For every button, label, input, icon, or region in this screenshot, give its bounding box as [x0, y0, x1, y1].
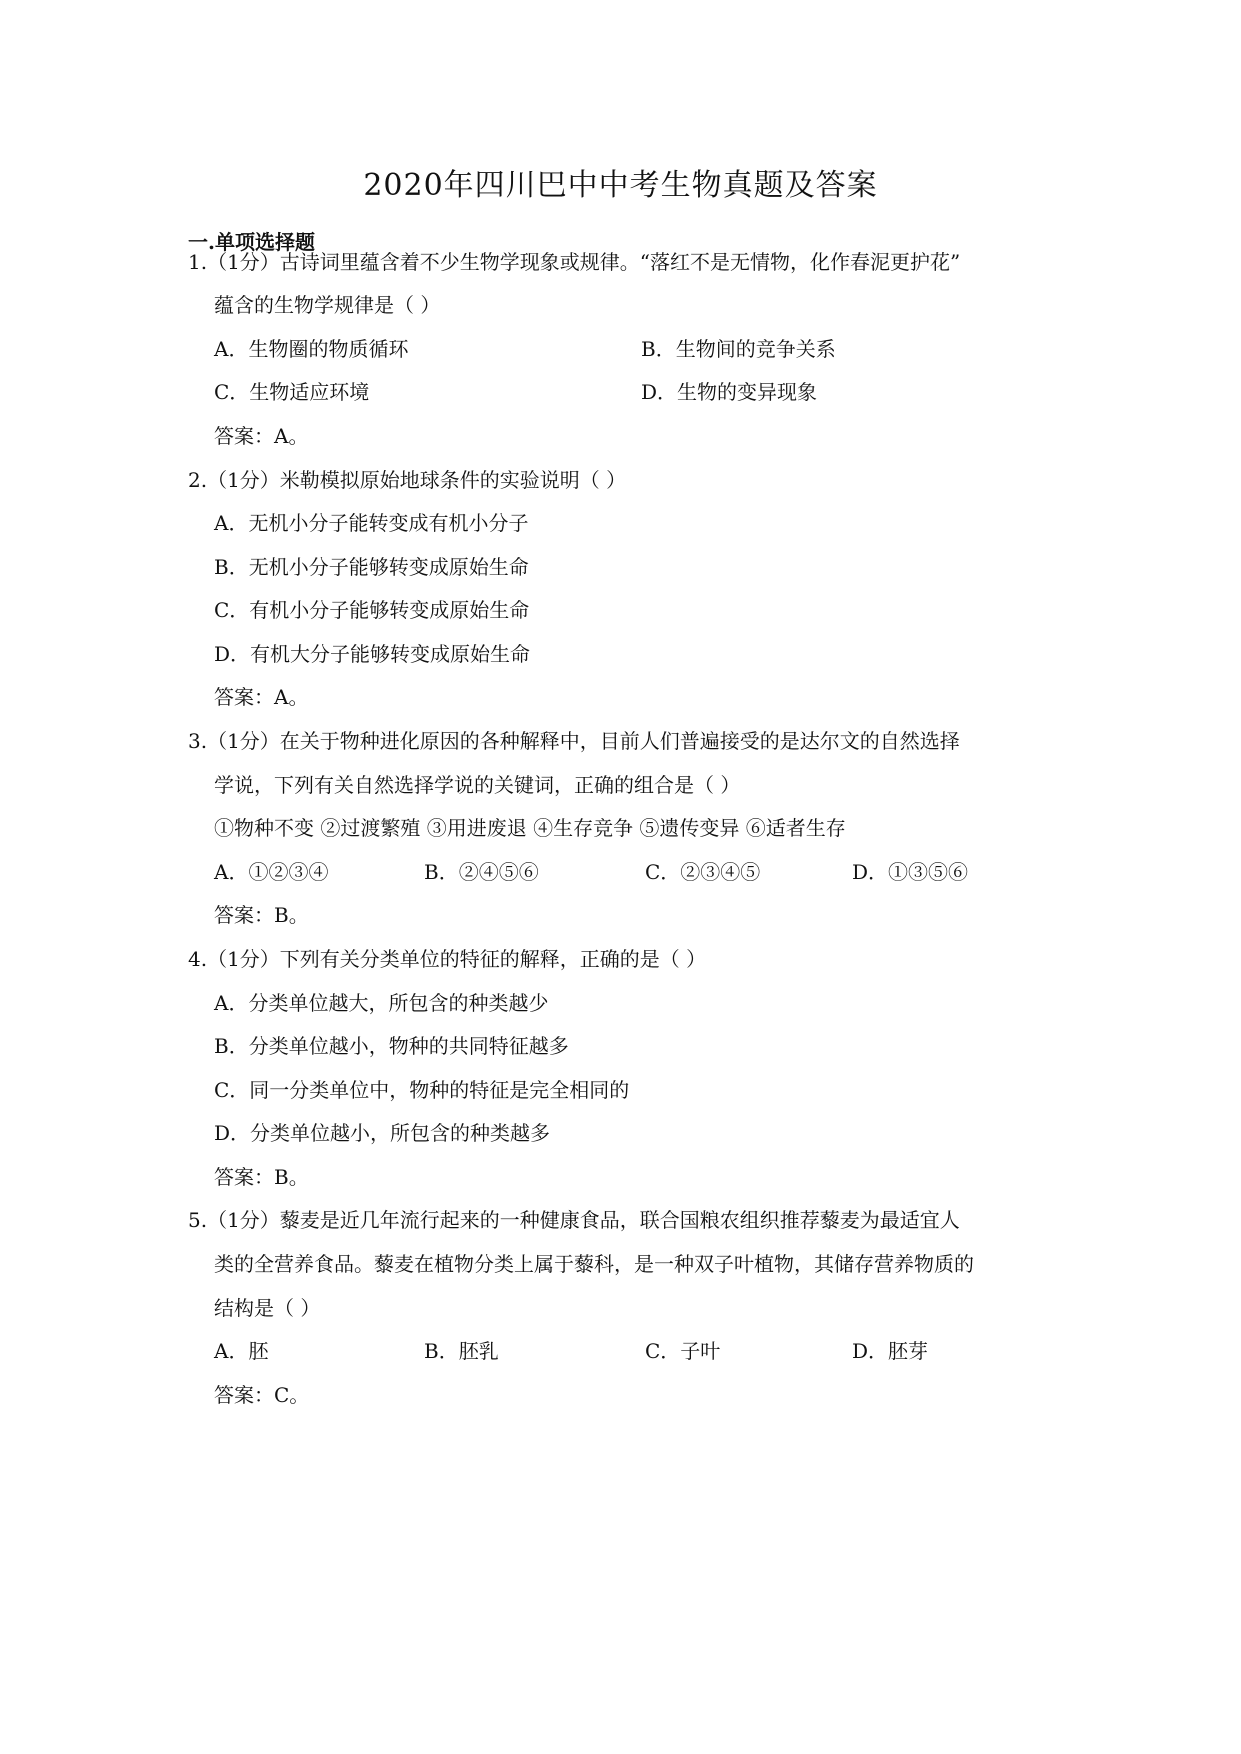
question-4-line-1: 4.（1分）下列有关分类单位的特征的解释，正确的是（ ） — [188, 947, 707, 971]
question-3-option-b: B．②④⑤⑥ — [424, 860, 539, 884]
question-5-option-d: D．胚芽 — [852, 1339, 929, 1363]
question-1-option-c: C．生物适应环境 — [214, 380, 370, 404]
question-3-answer: 答案：B。 — [214, 903, 309, 927]
question-5-line-2: 类的全营养食品。藜麦在植物分类上属于藜科，是一种双子叶植物，其储存营养物质的 — [214, 1252, 974, 1276]
question-2-option-b: B．无机小分子能够转变成原始生命 — [214, 555, 529, 579]
question-4-option-a: A．分类单位越大，所包含的种类越少 — [214, 991, 549, 1015]
question-2-line-1: 2.（1分）米勒模拟原始地球条件的实验说明（ ） — [188, 468, 627, 492]
section-heading: 一.单项选择题 — [188, 230, 315, 254]
page-title: 2020年四川巴中中考生物真题及答案 — [363, 168, 878, 203]
question-5-option-a: A．胚 — [214, 1339, 269, 1363]
question-3-option-d: D．①③⑤⑥ — [852, 860, 969, 884]
question-4-option-c: C．同一分类单位中，物种的特征是完全相同的 — [214, 1078, 630, 1102]
question-4-option-b: B．分类单位越小，物种的共同特征越多 — [214, 1034, 569, 1058]
question-4-option-d: D．分类单位越小，所包含的种类越多 — [214, 1121, 551, 1145]
question-3-line-1: 3.（1分）在关于物种进化原因的各种解释中，目前人们普遍接受的是达尔文的自然选择 — [188, 729, 960, 753]
question-3-option-a: A．①②③④ — [214, 860, 329, 884]
question-2-option-a: A．无机小分子能转变成有机小分子 — [214, 511, 529, 535]
question-2-option-c: C．有机小分子能够转变成原始生命 — [214, 598, 530, 622]
question-1-option-b: B．生物间的竞争关系 — [641, 337, 836, 361]
question-5-option-b: B．胚乳 — [424, 1339, 499, 1363]
question-1-answer: 答案：A。 — [214, 424, 309, 448]
question-5-line-1: 5.（1分）藜麦是近几年流行起来的一种健康食品，联合国粮农组织推荐藜麦为最适宜人 — [188, 1208, 960, 1232]
question-1-option-a: A．生物圈的物质循环 — [214, 337, 409, 361]
question-1-option-d: D．生物的变异现象 — [641, 380, 818, 404]
question-2-option-d: D．有机大分子能够转变成原始生命 — [214, 642, 531, 666]
question-5-option-c: C．子叶 — [645, 1339, 721, 1363]
question-1-line-1: 1.（1分）古诗词里蕴含着不少生物学现象或规律。“落红不是无情物，化作春泥更护花” — [188, 250, 961, 274]
question-2-answer: 答案：A。 — [214, 685, 309, 709]
question-3-line-2: 学说，下列有关自然选择学说的关键词，正确的组合是（ ） — [214, 773, 741, 797]
question-5-line-3: 结构是（ ） — [214, 1296, 321, 1320]
question-1-line-2: 蕴含的生物学规律是（ ） — [214, 293, 441, 317]
question-4-answer: 答案：B。 — [214, 1165, 309, 1189]
question-5-answer: 答案：C。 — [214, 1383, 310, 1407]
question-3-option-c: C．②③④⑤ — [645, 860, 761, 884]
question-3-line-3: ①物种不变 ②过渡繁殖 ③用进废退 ④生存竞争 ⑤遗传变异 ⑥适者生存 — [214, 816, 846, 840]
